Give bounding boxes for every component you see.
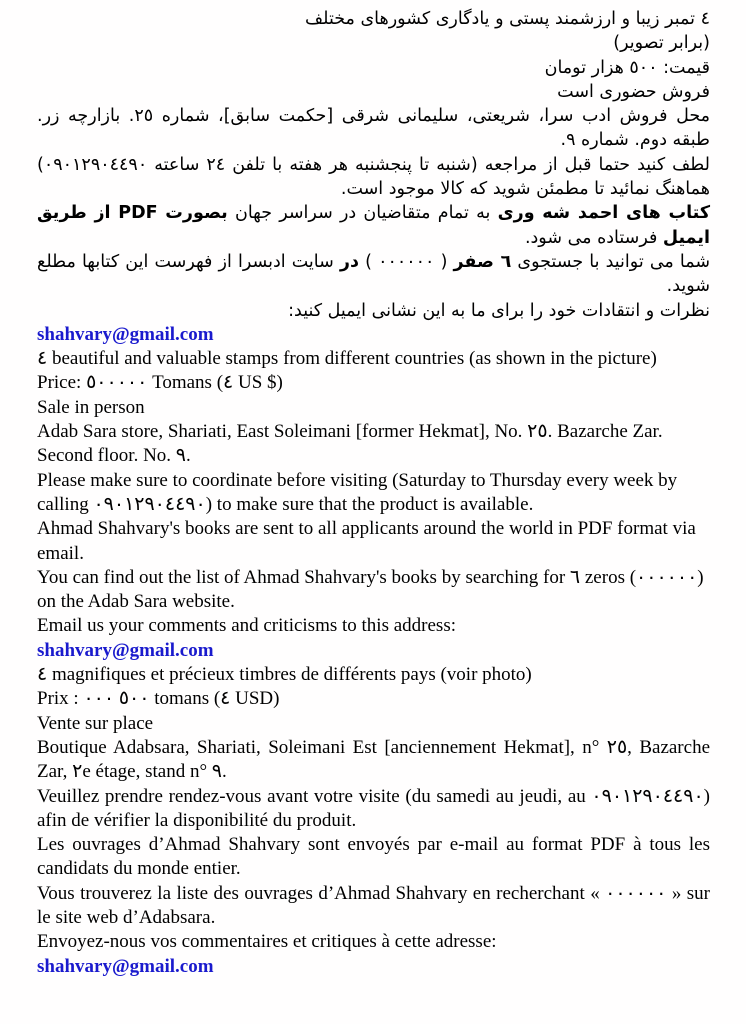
email-link[interactable]: shahvary@gmail.com <box>37 639 214 661</box>
persian-section <box>37 7 710 347</box>
fa-feedback: نظرات و انتقادات خود را برای ما به این نشانی ایمیل کنید: <box>288 300 710 321</box>
fr-books-delivery: Les ouvrages d’Ahmad Shahvary sont envoyés par e-mail au format PDF à tous les candidats du monde entier. <box>37 834 710 880</box>
text-run: شما می توانید با جستجوی <box>511 251 711 272</box>
fa-email-line <box>37 323 710 347</box>
email-link[interactable]: shahvary@gmail.com <box>37 323 214 345</box>
fa-address: محل فروش ادب سرا، شریعتی، سلیمانی شرقی [حکمت سابق]، شماره ٢٥. بازارچه زر. طبقه دوم. شماره ٩. <box>37 106 710 151</box>
text-run: ( ٠٠٠٠٠٠ ) <box>358 251 454 272</box>
fr-sale-type: Vente sur place <box>37 712 154 734</box>
text-run: ٦ صفر <box>453 251 512 272</box>
fa-books-delivery <box>37 201 710 250</box>
en-books-delivery: Ahmad Shahvary's books are sent to all applicants around the world in PDF format via email. <box>37 518 696 564</box>
fr-coordination: Veuillez prendre rendez-vous avant votre visite (du samedi au jeudi, au ٠٩٠١٢٩٠٤٤٩٠) afin de vérifier la disponibilité du produit. <box>37 785 710 831</box>
en-feedback: Email us your comments and criticisms to this address: <box>37 615 456 637</box>
fr-feedback: Envoyez-nous vos commentaires et critiques à cette adresse: <box>37 931 497 953</box>
en-address: Adab Sara store, Shariati, East Soleimani [former Hekmat], No. ٢٥. Bazarche Zar. Second floor. No. ٩. <box>37 421 663 467</box>
text-run: به تمام متقاضیان در سراسر جهان <box>227 203 498 224</box>
text-run: در <box>339 251 359 272</box>
fr-search-hint: Vous trouverez la liste des ouvrages d’Ahmad Shahvary en recherchant « ٠٠٠٠٠٠ » sur le site web d’Adabsara. <box>37 882 710 928</box>
text-run: بصورت PDF از طریق ایمیل <box>37 203 710 248</box>
text-run: کتاب های احمد شه وری <box>497 203 710 224</box>
english-section <box>37 347 710 663</box>
en-title: ٤ beautiful and valuable stamps from different countries (as shown in the picture) <box>37 348 657 370</box>
fr-price: Prix : ٥٠٠ ٠٠٠ tomans (٤ USD) <box>37 688 280 710</box>
en-coordination: Please make sure to coordinate before visiting (Saturday to Thursday every week by calling ٠٩٠١٢٩٠٤٤٩٠) to make sure that the product is available. <box>37 469 678 515</box>
en-email-line <box>37 639 710 663</box>
fr-address: Boutique Adabsara, Shariati, Soleimani Est [anciennement Hekmat], n° ٢٥, Bazarche Zar, ٢e étage, stand n° ٩. <box>37 736 711 783</box>
text-run: فرستاده می شود. <box>524 227 663 248</box>
fa-search-hint <box>37 250 710 299</box>
fa-coordination: لطف کنید حتما قبل از مراجعه (شنبه تا پنجشنبه هر هفته با تلفن ٢٤ ساعته ٠٩٠١٢٩٠٤٤٩٠) هماهنگ نمائید تا مطمئن شوید که کالا موجود است. <box>37 154 710 200</box>
email-link[interactable]: shahvary@gmail.com <box>37 955 214 977</box>
fr-email-line <box>37 955 710 979</box>
french-section <box>37 663 710 979</box>
fa-photo-note: (برابر تصویر) <box>613 33 710 54</box>
fa-price: قیمت: ٥٠٠ هزار تومان <box>544 57 710 78</box>
text-run: سایت ادبسرا از فهرست این کتابها مطلع شوید. <box>37 251 710 297</box>
fa-sale-type: فروش حضوری است <box>557 81 710 102</box>
fr-title: ٤ magnifiques et précieux timbres de différents pays (voir photo) <box>37 664 532 686</box>
en-sale-type: Sale in person <box>37 396 145 418</box>
en-search-hint: You can find out the list of Ahmad Shahvary's books by searching for ٦ zeros (٠٠٠٠٠٠) on the Adab Sara website. <box>37 566 704 613</box>
en-price: Price: ٥٠٠٠٠٠ Tomans (٤ US $) <box>37 372 283 394</box>
fa-title: ٤ تمبر زیبا و ارزشمند پستی و یادگاری کشورهای مختلف <box>305 9 710 29</box>
